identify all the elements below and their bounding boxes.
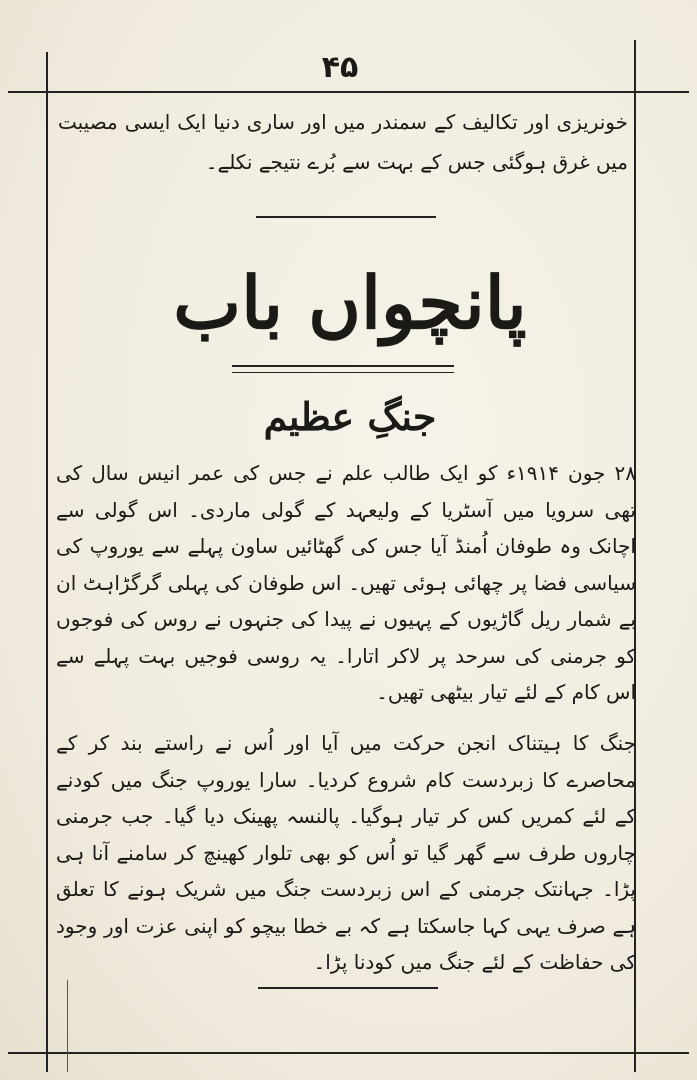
chapter-subtitle: جنگِ عظیم <box>263 394 437 439</box>
bottom-border-rule <box>8 1052 689 1054</box>
left-inner-rule <box>67 980 68 1072</box>
section-divider-top <box>256 216 436 218</box>
left-border-rule <box>46 52 48 1072</box>
top-border-rule <box>8 91 689 93</box>
title-underline-secondary <box>232 372 454 373</box>
body-paragraph-2: جنگ کا ہیتناک انجن حرکت میں آیا اور اُس نے راستے بند کر کے محاصرے کا زبردست کام شروع کردیا۔ سارا یوروپ جنگ میں کودنے کے لئے کمریں کس کر تیار ہوگیا۔ پالنسہ پھینک دیا گیا۔ جب جرمنی چاروں طرف سے گھر گیا تو اُس کو بھی تلوار کھینچ کر سامنے آنا ہی پڑا۔ جہانتک جرمنی کے اس زبردست جنگ میں شریک ہونے کا تعلق ہے صرف یہی کہا جاسکتا ہے کہ بے خطا بیچو کو اپنی عزت اور وجود کی حفاظت کے لئے جنگ میں کودنا پڑا۔ <box>56 731 636 974</box>
intro-paragraph: خونریزی اور تکالیف کے سمندر میں اور ساری دنیا ایک ایسی مصیبت میں غرق ہوگئی جس کے بہت سے بُرے نتیجے نکلے۔ <box>58 110 628 174</box>
title-underline <box>232 365 454 367</box>
body-paragraph-1: ۲۸ جون ۱۹۱۴ء کو ایک طالب علم نے جس کی عمر انیس سال کی تھی سرویا میں آسٹریا کے ولیعہد کے گولی ماردی۔ اس گولی سے اچانک وہ طوفان اُمنڈ آیا جس کی گھٹائیں ساون پہلے سے یوروپ کی سیاسی فضا پر چھائی ہوئی تھیں۔ اس طوفان کی پہلی گرگڑاہٹ ان بے شمار ریل گاڑیوں کے پہیوں نے پیدا کی جنہوں نے روس کی فوجوں کو جرمنی کی سرحد پر لاکر اتارا۔ یہ روسی فوجیں بہت پہلے سے اس کام کے لئے تیار بیٹھی تھیں۔ <box>56 461 636 704</box>
page-number: ۴۵ <box>321 50 359 85</box>
chapter-title: پانچواں باب <box>173 260 527 345</box>
section-divider-bottom <box>258 987 438 989</box>
